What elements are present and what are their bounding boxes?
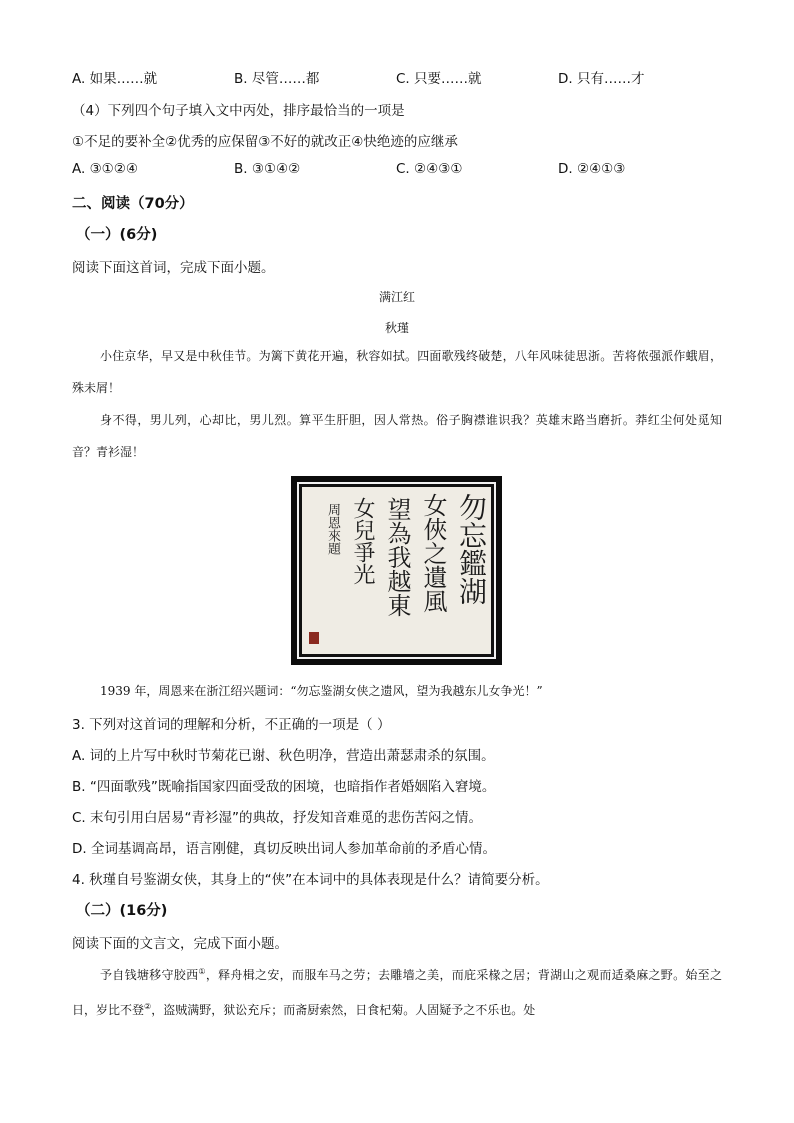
poem-stanza-2: 身不得，男儿列，心却比，男儿烈。算平生肝胆，因人常热。俗子胸襟谁识我？英雄末路当磨折。莽红尘何处觅知音？青衫湿！ <box>72 413 722 459</box>
calligraphy-caption: 1939 年，周恩来在浙江绍兴题词：“勿忘鉴湖女侠之遗风，望为我越东儿女争光！” <box>100 684 543 698</box>
calligraphy-column-3: 望為我越東 <box>383 497 411 617</box>
q4-sentences: ①不足的要补全②优秀的应保留③不好的就改正④快绝迹的应继承 <box>72 134 458 150</box>
calligraphy-column-4: 女兒爭光 <box>350 497 375 585</box>
q4-option-b: B. ③①④② <box>234 161 301 177</box>
q3-option-c: C. 末句引用白居易“青衫湿”的典故，抒发知音难觅的悲伤苦闷之情。 <box>72 810 482 826</box>
q3-option-a: A. 词的上片写中秋时节菊花已谢、秋色明净，营造出萧瑟肃杀的氛围。 <box>72 748 495 764</box>
seal-stamp-icon <box>309 632 319 644</box>
section-reading-heading: 二、阅读（70分） <box>72 196 194 212</box>
q4-option-a: A. ③①②④ <box>72 161 138 177</box>
calligraphy-column-2: 女俠之遺風 <box>419 493 447 613</box>
calligraphy-column-1: 勿忘鑑湖 <box>455 493 488 605</box>
option-c: C. 只要……就 <box>396 71 482 87</box>
question-4: 4. 秋瑾自号鉴湖女侠，其身上的“侠”在本词中的具体表现是什么？请简要分析。 <box>72 872 549 888</box>
q4-option-d: D. ②④①③ <box>558 161 626 177</box>
q3-option-b: B. “四面歌残”既喻指国家四面受敌的困境，也暗指作者婚姻陷入窘境。 <box>72 779 496 795</box>
option-a: A. 如果……就 <box>72 71 158 87</box>
classical-passage <box>72 956 722 1026</box>
part-one-heading: （一）(6分) <box>76 227 158 243</box>
poem-title: 满江红 <box>378 290 415 304</box>
part-one-intro: 阅读下面这首词，完成下面小题。 <box>72 260 275 276</box>
poem-author: 秋瑾 <box>384 321 409 335</box>
footnote-marker-1: ① <box>198 967 206 976</box>
q4-sub-question: （4）下列四个句子填入文中丙处，排序最恰当的一项是 <box>72 103 405 119</box>
passage-text-1: 予自钱塘移守胶西 <box>100 968 199 982</box>
q3-option-d: D. 全词基调高昂，语言刚健，真切反映出词人参加革命前的矛盾心情。 <box>72 841 496 857</box>
footnote-marker-2: ② <box>144 1002 152 1011</box>
question-3: 3. 下列对这首词的理解和分析，不正确的一项是（ ） <box>72 717 391 733</box>
part-two-heading: （二）(16分) <box>76 903 168 919</box>
part-two-intro: 阅读下面的文言文，完成下面小题。 <box>72 936 288 952</box>
q4-option-c: C. ②④③① <box>396 161 463 177</box>
passage-text-3: ，盗贼满野，狱讼充斥；而斋厨索然，日食杞菊。人固疑予之不乐也。处 <box>151 1003 536 1017</box>
calligraphy-image <box>291 476 502 665</box>
calligraphy-column-5: 周恩來題 <box>325 503 340 555</box>
calligraphy-paper <box>302 487 491 654</box>
option-d: D. 只有……才 <box>558 71 645 87</box>
poem-stanza-1: 小住京华，早又是中秋佳节。为篱下黄花开遍，秋容如拭。四面歌残终破楚，八年风味徒思浙。苦将侬强派作蛾眉，殊未屑！ <box>72 349 722 395</box>
passage-text-2: ，释舟楫之安，而服车马之劳；去雕墙之美，而庇采椽之居；背湖山之观而适桑麻之野。始至之日，岁比不登 <box>72 968 722 1017</box>
option-b: B. 尽管……都 <box>234 71 320 87</box>
